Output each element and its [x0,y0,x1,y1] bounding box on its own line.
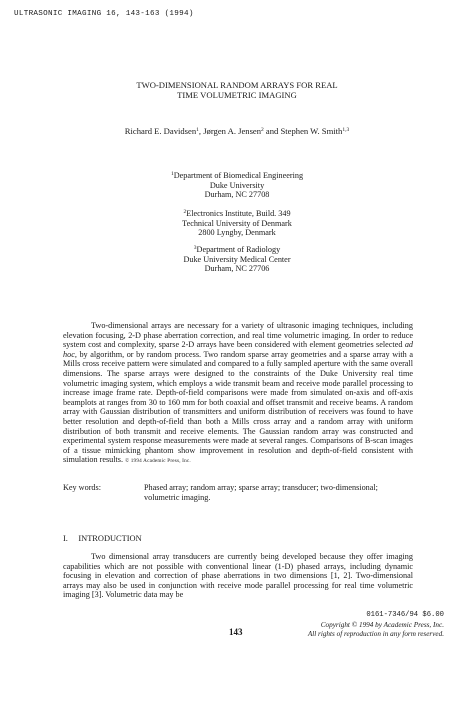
abstract-text: Two-dimensional arrays are necessary for a variety of ultrasonic imaging techniques, including elevation focusing, 2-D phase aberration correction, and real time volumetric imaging. In order to reduce system cost and complexity, sparse 2-D arrays have been considered with element geometries selected [63,321,413,350]
affiliation-mark: 2 [183,209,187,215]
publisher-footer [308,611,444,640]
author-list [0,126,474,136]
author-affiliation-mark: 2 [261,127,264,133]
affiliation-line: Technical University of Denmark [182,218,292,228]
affiliation-line: Duke University [209,180,265,190]
abstract-text: , by algorithm, or by random process. Two random sparse array geometries and a sparse array with a Mills cross receive pattern were simulated and compared to a fully sampled aperture with the same overall dimensions. The sparse arrays were designed to the constraints of the Duke University real time volumetric imaging system, which employs a wide transmit beam and receive mode parallel processing to increase image frame rate. Depth-of-field comparisons were made from simulated on-axis and off-axis beamplots at ranges from 30 to 160 mm for both coaxial and offset transmit and receive beams. A random array with Gaussian distribution of transmitters and uniform distribution of receivers was found to have better resolution and depth-of-field than both a Mills cross array and a random array with uniform distribution of both transmit and receive elements. The Gaussian random array was constructed and experimental system response measurements were made at several ranges. Comparisons of B-scan images of a tissue mimicking phantom show improvement in resolution and depth-of-field consistent with simulation results. [63,349,413,465]
affiliation-block [0,244,474,274]
rights-line: All rights of reproduction in any form reserved. [307,630,444,639]
issn-price: 0161-7346/94 $6.00 [366,611,444,619]
keywords-label: Key words: [63,483,101,492]
abstract-copyright: © 1994 Academic Press, Inc. [125,458,191,465]
affiliation-line: $^2$Electronics Institute, Build. 349 [183,209,291,218]
author-affiliation-mark: 1 [196,127,199,133]
page-number: 143 [229,627,243,637]
section-heading [63,534,142,543]
affiliation-block [0,208,474,238]
paper-title [0,80,474,100]
author-name: Stephen W. Smith [280,126,343,136]
author-separator: , [198,126,204,136]
affiliation-block [0,170,474,200]
title-line-1: TWO-DIMENSIONAL RANDOM ARRAYS FOR REAL [136,80,338,90]
affiliation-line: Duke University Medical Center [183,254,291,264]
keywords-text: Phased array; random array; sparse array; transducer; two-dimensional; volumetric imaging. [144,483,378,502]
affiliation-line: 2800 Lyngby, Denmark [198,228,276,238]
affiliation-line: $^3$Department of Radiology [193,245,281,254]
author-affiliation-mark: 1,3 [342,127,350,133]
journal-header: ULTRASONIC IMAGING 16, 143-163 (1994) [14,10,194,18]
introduction-paragraph: Two dimensional array transducers are currently being developed because they offer imaging capabilities which are not possible with conventional linear (1-D) phased arrays, including dynamic focusing in elevation and correction of phase aberrations in two dimensions [1, 2]. Two-dimensional arrays may also be used in conjunction with receive mode parallel processing for real time volumetric imaging [3]. Volumetric data may be [63,552,413,600]
affiliation-line: $^1$Department of Biomedical Engineering [170,171,304,180]
section-number: I. [63,534,68,543]
affiliation-mark: 1 [170,171,174,177]
abstract-italic-term: ad hoc [63,340,413,359]
affiliation-line: Durham, NC 27708 [204,190,270,200]
author-name: Richard E. Davidsen [124,126,197,136]
affiliation-mark: 3 [193,245,197,251]
author-name: Jørgen A. Jensen [203,126,262,136]
section-title: INTRODUCTION [78,534,142,543]
author-separator: and [263,126,281,136]
copyright-line: Copyright © 1994 by Academic Press, Inc. [320,620,444,629]
abstract [63,321,413,467]
affiliation-line: Durham, NC 27706 [204,264,270,274]
title-line-2: TIME VOLUMETRIC IMAGING [177,90,297,100]
